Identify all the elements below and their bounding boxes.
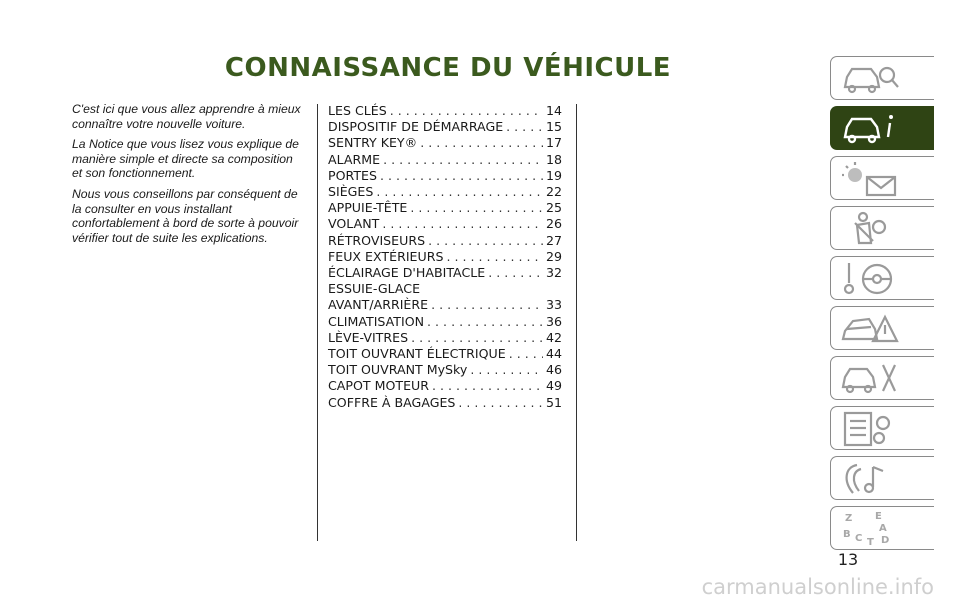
toc-entry[interactable]: [328, 216, 562, 232]
tab-multimedia[interactable]: [830, 456, 934, 500]
toc-leader: [383, 152, 543, 168]
toc-page: 29: [545, 248, 562, 264]
toc-page: 44: [545, 346, 562, 362]
toc-page: 33: [545, 297, 562, 313]
toc-label: SENTRY KEY®: [328, 135, 418, 151]
toc-entry[interactable]: [328, 330, 562, 346]
intro-paragraph: La Notice que vous lisez vous explique de manière simple et directe sa composition et son fonctionnement.: [72, 137, 299, 181]
table-of-contents: [328, 103, 562, 411]
toc-entry[interactable]: [328, 168, 562, 184]
toc-entry[interactable]: [328, 395, 562, 411]
svg-text:T: T: [867, 537, 874, 547]
steering-wheel-icon: [841, 261, 901, 297]
svg-text:B: B: [843, 529, 851, 540]
tab-car-info[interactable]: [830, 106, 934, 150]
tab-car-warning[interactable]: [830, 306, 934, 350]
toc-leader: [428, 233, 543, 249]
toc-leader: [410, 200, 543, 216]
toc-label: DISPOSITIF DE DÉMARRAGE: [328, 119, 504, 135]
toc-entry[interactable]: [328, 346, 562, 362]
toc-page: 19: [545, 167, 562, 183]
tab-steering-wheel[interactable]: [830, 256, 934, 300]
column-divider-right: [576, 104, 577, 541]
toc-page: 25: [545, 200, 562, 216]
toc-label: PORTES: [328, 167, 377, 183]
toc-leader: [411, 330, 543, 346]
toc-label: LÈVE-VITRES: [328, 329, 409, 345]
toc-leader: [509, 346, 543, 362]
toc-leader: [432, 378, 543, 394]
toc-entry-prefix[interactable]: [328, 281, 562, 297]
toc-leader: [470, 362, 543, 378]
svg-text:D: D: [881, 535, 890, 546]
toc-leader: [446, 249, 543, 265]
page-number: 13: [837, 550, 859, 569]
page-title: CONNAISSANCE DU VÉHICULE: [224, 53, 672, 83]
car-search-icon: [841, 61, 901, 97]
toc-leader: [420, 135, 543, 151]
toc-entry[interactable]: [328, 314, 562, 330]
toc-page: 36: [545, 313, 562, 329]
toc-page: 49: [545, 378, 562, 394]
toc-entry[interactable]: [328, 152, 562, 168]
toc-entry[interactable]: [328, 249, 562, 265]
alphabetical-index-icon: [841, 511, 901, 547]
warning-lights-icon: [841, 161, 901, 197]
toc-label: SIÈGES: [328, 184, 374, 200]
car-info-icon: [841, 111, 901, 147]
toc-label: CLIMATISATION: [328, 313, 425, 329]
toc-entry[interactable]: [328, 119, 562, 135]
tab-alphabetical-index[interactable]: [830, 506, 934, 550]
toc-leader: [427, 314, 543, 330]
toc-page: 46: [545, 362, 562, 378]
toc-leader: [376, 184, 543, 200]
toc-leader: [380, 168, 543, 184]
toc-leader: [390, 103, 543, 119]
toc-label: ÉCLAIRAGE D'HABITACLE: [328, 265, 486, 281]
toc-page: 42: [545, 329, 562, 345]
toc-entry[interactable]: [328, 184, 562, 200]
toc-page: 27: [545, 232, 562, 248]
toc-label: AVANT/ARRIÈRE: [328, 297, 429, 313]
tab-warning-lights[interactable]: [830, 156, 934, 200]
car-tools-icon: [841, 361, 901, 397]
tab-seatbelt-airbag[interactable]: [830, 206, 934, 250]
intro-paragraph: C'est ici que vous allez apprendre à mieux connaître votre nouvelle voiture.: [72, 102, 301, 131]
toc-entry[interactable]: [328, 103, 562, 119]
toc-entry[interactable]: [328, 233, 562, 249]
car-warning-icon: [841, 311, 901, 347]
toc-page: 15: [545, 119, 562, 135]
toc-entry[interactable]: [328, 265, 562, 281]
toc-label-prefix: ESSUIE-GLACE: [328, 281, 421, 297]
tab-car-search[interactable]: [830, 56, 934, 100]
toc-page: 22: [545, 184, 562, 200]
column-divider-left: [317, 104, 318, 541]
toc-label: CAPOT MOTEUR: [328, 378, 430, 394]
toc-entry[interactable]: [328, 362, 562, 378]
toc-leader: [431, 297, 543, 313]
toc-label: RÉTROVISEURS: [328, 232, 426, 248]
toc-label: VOLANT: [328, 216, 380, 232]
toc-page: 14: [545, 103, 562, 118]
toc-label: TOIT OUVRANT ÉLECTRIQUE: [328, 346, 506, 362]
toc-leader: [506, 119, 543, 135]
watermark: carmanualsonline.info: [701, 575, 934, 599]
svg-text:Z: Z: [845, 513, 853, 524]
tab-car-tools[interactable]: [830, 356, 934, 400]
svg-text:A: A: [879, 523, 887, 534]
toc-label: APPUIE-TÊTE: [328, 200, 408, 216]
toc-entry[interactable]: [328, 297, 562, 313]
tab-specifications[interactable]: [830, 406, 934, 450]
toc-page: 26: [545, 216, 562, 232]
toc-label: TOIT OUVRANT MySky: [328, 362, 468, 378]
intro-paragraph: Nous vous conseillons par conséquent de la consulter en vous installant confortablement à bord de sorte à pouvoir vérifier tout de suite les explications.: [72, 186, 299, 245]
intro-text: [72, 102, 302, 251]
toc-page: 51: [545, 394, 562, 410]
toc-page: 18: [545, 151, 562, 167]
toc-label: COFFRE À BAGAGES: [328, 394, 456, 410]
toc-leader: [458, 395, 543, 411]
toc-label: FEUX EXTÉRIEURS: [328, 248, 444, 264]
toc-entry[interactable]: [328, 135, 562, 151]
svg-text:E: E: [875, 511, 882, 522]
toc-leader: [382, 216, 543, 232]
toc-entry[interactable]: [328, 378, 562, 394]
toc-label: ALARME: [328, 151, 381, 167]
toc-page: 32: [545, 265, 562, 281]
toc-entry[interactable]: [328, 200, 562, 216]
seatbelt-airbag-icon: [841, 211, 901, 247]
toc-label: LES CLÉS: [328, 103, 387, 118]
toc-leader: [488, 265, 543, 281]
specifications-icon: [841, 411, 901, 447]
svg-text:C: C: [855, 533, 863, 544]
multimedia-icon: [841, 461, 901, 497]
toc-page: 17: [545, 135, 562, 151]
